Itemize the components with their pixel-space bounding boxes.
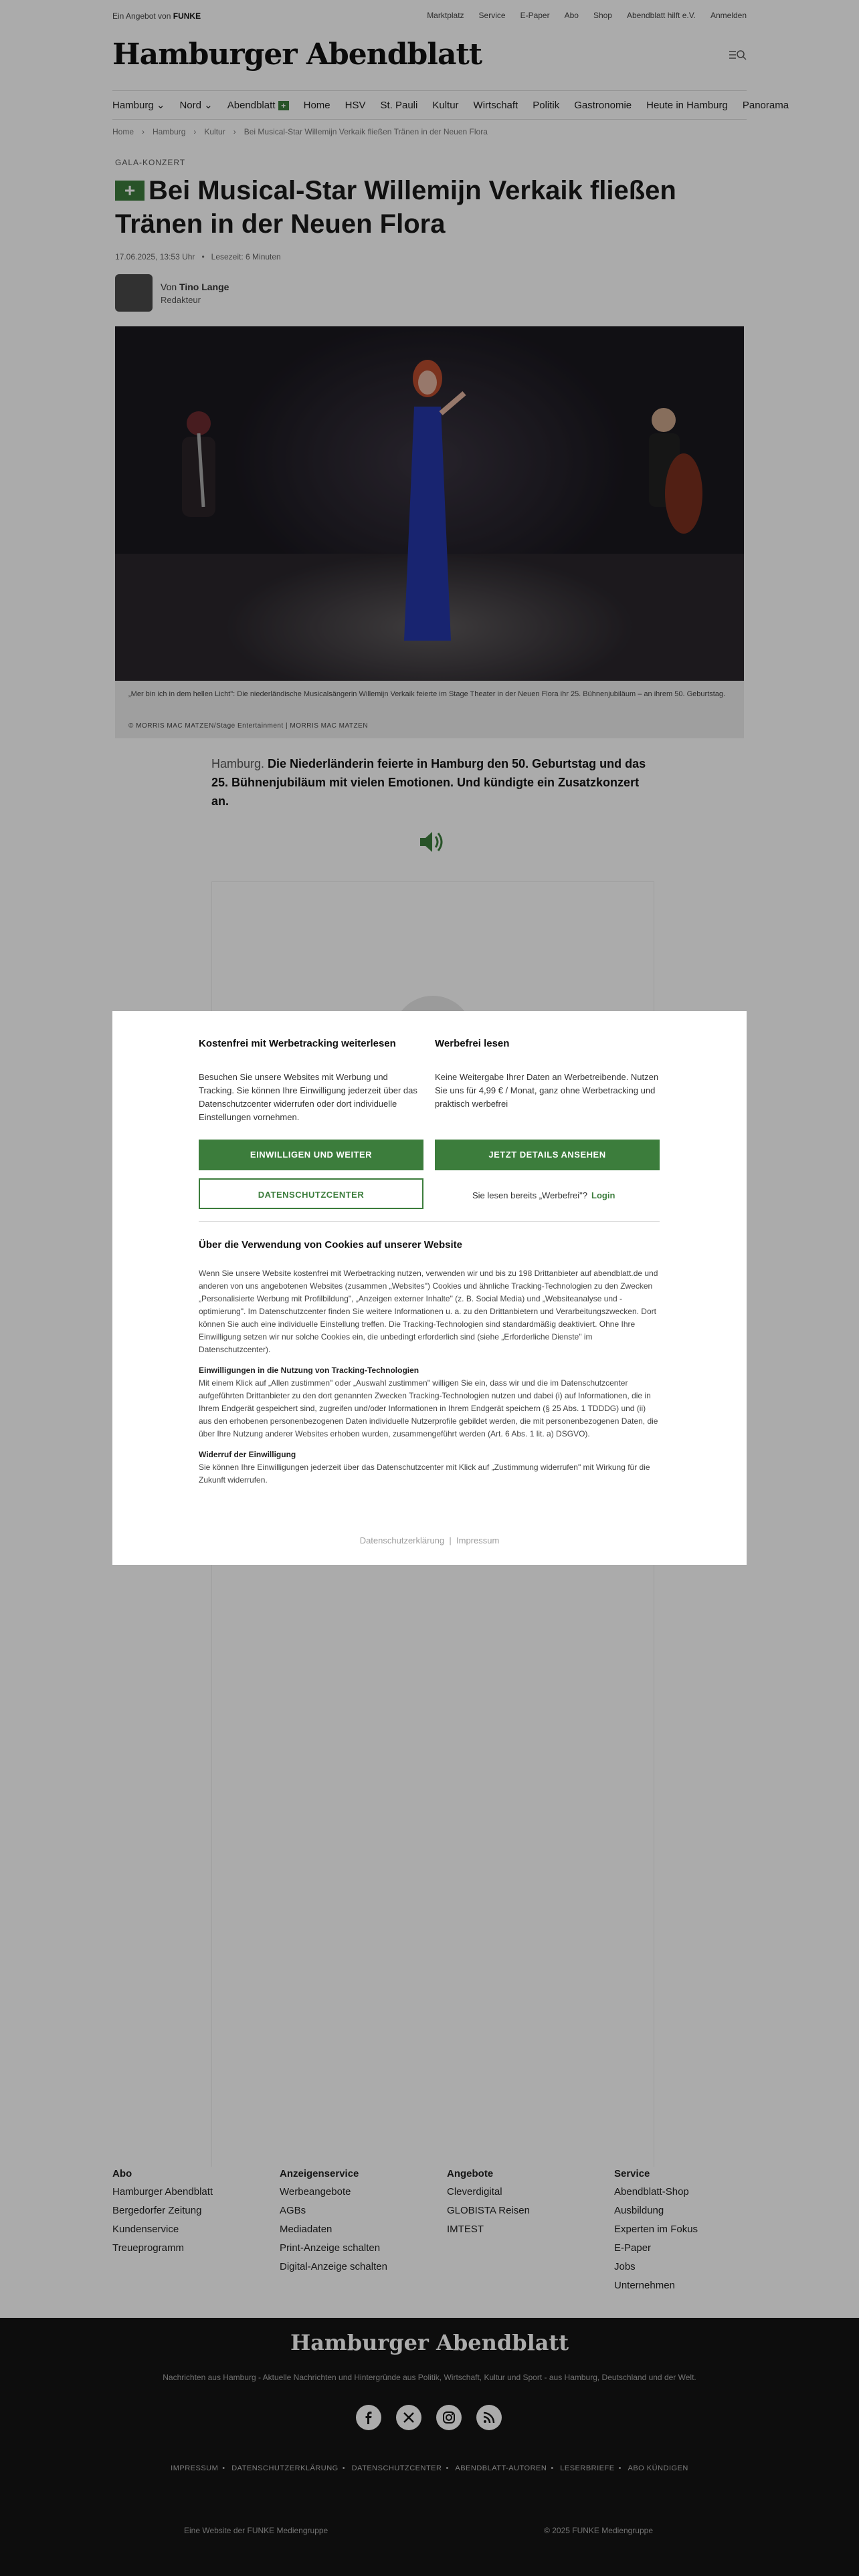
top-link-abendblatt-hilft[interactable]: Abendblatt hilft e.V. [626, 11, 696, 20]
breadcrumb-sep: › [142, 127, 145, 136]
nav-item-hamburg[interactable]: Hamburg ⌄ [112, 100, 165, 111]
footer-legal-link[interactable]: ABO KÜNDIGEN [628, 2464, 688, 2472]
site-logo[interactable]: Hamburger Abendblatt [112, 37, 482, 72]
footer-tagline: Nachrichten aus Hamburg - Aktuelle Nachrichten und Hintergründe aus Politik, Wirtschaft, Kultur und Sport - aus Hamburg, Deutschland und der Welt. [163, 2373, 696, 2382]
nav-item-panorama[interactable]: Panorama [742, 99, 789, 111]
nav-item-kultur[interactable]: Kultur [432, 99, 459, 111]
footer-link[interactable]: Abendblatt-Shop [614, 2186, 689, 2197]
imprint-link[interactable]: Impressum [456, 1535, 500, 1545]
footer-link[interactable]: Ausbildung [614, 2205, 664, 2216]
plus-badge-icon: + [115, 181, 145, 201]
login-link[interactable]: Anmelden [710, 11, 747, 20]
consent-col-adfree [435, 1038, 660, 1111]
article-kicker: GALA-KONZERT [115, 158, 186, 167]
cookie-paragraph-2: Mit einem Klick auf „Allen zustimmen" oder „Auswahl zustimmen" willigen Sie ein, dass wir und die im Datenschutzcenter aufgeführten Drittanbieter zu den dort genannten Zwecken Tracking-Technologien nutzen und dabei (i) auf Informationen, die in Ihrem Endgerät gespeichert sind, zugreifen und/oder Informationen in Ihrem Endgerät speichern (§ 25 Abs. 1 TDDDG) und (ii) aus den erhobenen personenbezogenen Daten individuelle Nutzerprofile gebildet werden, die mit personenbezogenen Daten, die über Ihre Nutzung anderer Websites erhoben wurden, zusammengeführt werden (Art. 6 Abs. 1 lit. a) DSGVO). [199, 1378, 658, 1438]
footer-link[interactable]: Jobs [614, 2261, 636, 2272]
footer-legal-link[interactable]: DATENSCHUTZERKLÄRUNG [231, 2464, 339, 2472]
breadcrumb-sep: › [233, 127, 236, 136]
breadcrumb-current: Bei Musical-Star Willemijn Verkaik fließen Tränen in der Neuen Flora [244, 127, 488, 136]
cookie-info [199, 1239, 660, 1492]
top-link-marktplatz[interactable]: Marktplatz [427, 11, 464, 20]
footer-link[interactable]: GLOBISTA Reisen [447, 2205, 530, 2216]
footer-link[interactable]: Hamburger Abendblatt [112, 2186, 213, 2197]
footer-owner: Eine Website der FUNKE Mediengruppe [184, 2526, 328, 2535]
cookie-title: Über die Verwendung von Cookies auf unserer Website [199, 1239, 462, 1251]
lead-location: Hamburg. [211, 757, 265, 770]
consent-left-title: Kostenfrei mit Werbetracking weiterlesen [199, 1038, 396, 1049]
offer-prefix: Ein Angebot von [112, 11, 171, 21]
funke-logo[interactable]: FUNKE [173, 11, 201, 21]
consent-left-text: Besuchen Sie unsere Websites mit Werbung und Tracking. Sie können Ihre Einwilligung jederzeit über das Datenschutzcenter widerrufen oder dort individuelle Einstellungen vornehmen. [199, 1072, 417, 1122]
nav-item-heute-in-hamburg[interactable]: Heute in Hamburg [646, 99, 728, 111]
footer-link[interactable]: Mediadaten [280, 2224, 332, 2235]
top-link-abo[interactable]: Abo [564, 11, 579, 20]
footer-link[interactable]: Werbeangebote [280, 2186, 351, 2197]
lead-text: Die Niederländerin feierte in Hamburg den 50. Geburtstag und das 25. Bühnenjubiläum mit vielen Emotionen. Und kündigte ein Zusatzkonzert an. [211, 757, 646, 808]
footer-link[interactable]: IMTEST [447, 2224, 484, 2235]
footer-col-title: Service [614, 2168, 650, 2179]
footer-legal-link[interactable]: ABENDBLATT-AUTOREN [455, 2464, 547, 2472]
already-subscribed [472, 1190, 615, 1200]
consent-right-title: Werbefrei lesen [435, 1038, 510, 1049]
author-role: Redakteur [161, 294, 201, 305]
nav-item-st-pauli[interactable]: St. Pauli [380, 99, 418, 111]
footer-separator: | [449, 1535, 452, 1545]
top-link-service[interactable]: Service [478, 11, 506, 20]
nav-item-wirtschaft[interactable]: Wirtschaft [473, 99, 518, 111]
privacy-link[interactable]: Datenschutzerklärung [359, 1535, 445, 1545]
top-link-epaper[interactable]: E-Paper [520, 11, 550, 20]
caption-text: „Mer bin ich in dem hellen Licht": Die niederländische Musicalsängerin Willemijn Verkaik feierte im Stage Theater in der Neuen Flora ihr 25. Bühnenjubiläum – an ihrem 50. Geburtstag. [128, 690, 726, 698]
footer-link[interactable]: Print-Anzeige schalten [280, 2242, 381, 2254]
details-button[interactable]: JETZT DETAILS ANSEHEN [435, 1140, 660, 1170]
footer-logo[interactable]: Hamburger Abendblatt [290, 2330, 569, 2355]
footer-link[interactable]: Bergedorfer Zeitung [112, 2205, 202, 2216]
footer-link[interactable]: AGBs [280, 2205, 306, 2216]
nav-item-home[interactable]: Home [303, 99, 330, 111]
footer-col-title: Abo [112, 2168, 132, 2179]
cookie-paragraph-3: Sie können Ihre Einwilligungen jederzeit über das Datenschutzcenter mit Klick auf „Zustimmung widerrufen" mit Wirkung für die Zukunft widerrufen. [199, 1463, 650, 1485]
footer-copyright: © 2025 FUNKE Mediengruppe [544, 2526, 653, 2535]
footer-link[interactable]: E-Paper [614, 2242, 652, 2254]
privacy-center-button[interactable]: DATENSCHUTZCENTER [199, 1178, 423, 1209]
nav-label: Nord [179, 100, 201, 111]
footer-legal-link[interactable]: IMPRESSUM [171, 2464, 219, 2472]
already-text: Sie lesen bereits „Werbefrei"? [472, 1190, 588, 1200]
footer-col-title: Anzeigenservice [280, 2168, 359, 2179]
nav-item-hsv[interactable]: HSV [345, 99, 366, 111]
article-meta: 17.06.2025, 13:53 Uhr • Lesezeit: 6 Minuten [115, 252, 281, 261]
divider [199, 1221, 660, 1222]
cookie-heading-2: Einwilligungen in die Nutzung von Tracking-Technologien [199, 1366, 419, 1375]
consent-right-text: Keine Weitergabe Ihrer Daten an Werbetreibende. Nutzen Sie uns für 4,99 € / Monat, ganz ohne Werbetracking und praktisch werbefrei [435, 1072, 659, 1109]
footer-legal-links: IMPRESSUM • DATENSCHUTZERKLÄRUNG • DATENSCHUTZCENTER • ABENDBLATT-AUTOREN • LESERBRIEFE • ABO KÜNDIGEN [171, 2464, 688, 2472]
nav-label: Abendblatt [227, 99, 276, 111]
headline-text: Bei Musical-Star Willemijn Verkaik fließen Tränen in der Neuen Flora [115, 176, 676, 239]
cookie-paragraph-1: Wenn Sie unsere Website kostenfrei mit Werbetracking nutzen, verwenden wir und bis zu 198 Drittanbieter auf abendblatt.de und anderen von uns angebotenen Websites (zusammen „Websites") Cookies und ähnliche Tracking-Technologien zu den Zwecken „Personalisierte Werbung mit Profilbildung", „Anzeigen externer Inhalte" (z. B. Social Media) und „Websiteanalyse und -optimierung". Im Datenschutzcenter finden Sie weitere Informationen u. a. zu den Drittanbietern und Verarbeitungszwecken. Dort können Sie auch eine individuelle Einstellung treffen. Die Tracking-Technologien sind standardmäßig deaktiviert. Ohne Ihre Einwilligung setzen wir nur solche Cookies ein, die unbedingt erforderlich sind (siehe „Erforderliche Dienste" im Datenschutzcenter). [199, 1269, 658, 1354]
nav-item-gastronomie[interactable]: Gastronomie [574, 99, 632, 111]
login-link[interactable]: Login [591, 1190, 615, 1200]
nav-label: Hamburg [112, 100, 154, 111]
breadcrumb-sep: › [193, 127, 197, 136]
footer-legal-link[interactable]: DATENSCHUTZCENTER [351, 2464, 442, 2472]
consent-dialog [112, 1011, 747, 1565]
author-prefix: Von [161, 281, 177, 292]
footer-link[interactable]: Treueprogramm [112, 2242, 184, 2254]
article-readtime: Lesezeit: 6 Minuten [211, 252, 281, 261]
footer-link[interactable]: Kundenservice [112, 2224, 179, 2235]
cookie-heading-3: Widerruf der Einwilligung [199, 1450, 296, 1459]
footer-col-title: Angebote [447, 2168, 494, 2179]
top-link-shop[interactable]: Shop [593, 11, 612, 20]
caption-credit: © MORRIS MAC MATZEN/Stage Entertainment | MORRIS MAC MATZEN [128, 722, 369, 730]
consent-footer [112, 1535, 747, 1545]
breadcrumb-home[interactable]: Home [112, 127, 134, 136]
footer-link[interactable]: Experten im Fokus [614, 2224, 698, 2235]
article-date: 17.06.2025, 13:53 Uhr [115, 252, 195, 261]
footer-legal-link[interactable]: LESERBRIEFE [560, 2464, 615, 2472]
nav-item-politik[interactable]: Politik [533, 99, 560, 111]
footer-link[interactable]: Unternehmen [614, 2280, 675, 2291]
footer-link[interactable]: Cleverdigital [447, 2186, 502, 2197]
consent-col-tracking [199, 1038, 423, 1124]
breadcrumb-hamburg[interactable]: Hamburg [153, 127, 186, 136]
author-name[interactable]: Tino Lange [179, 281, 229, 292]
footer-link[interactable]: Digital-Anzeige schalten [280, 2261, 387, 2272]
breadcrumb-kultur[interactable]: Kultur [204, 127, 225, 136]
plus-icon: + [278, 101, 289, 110]
nav-item-nord[interactable]: Nord ⌄ [179, 100, 213, 111]
accept-button[interactable]: EINWILLIGEN UND WEITER [199, 1140, 423, 1170]
